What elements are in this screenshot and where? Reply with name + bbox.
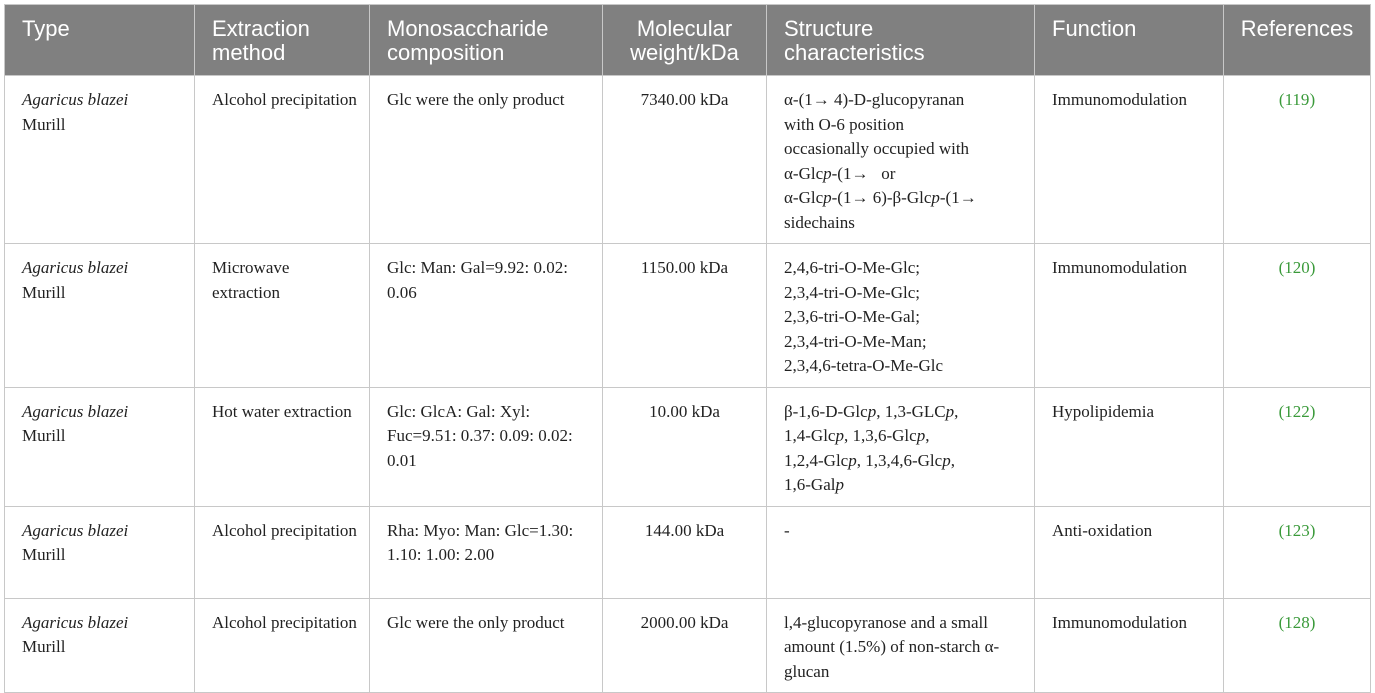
- cell-type: Agaricus blazei Murill: [5, 76, 195, 244]
- header-molecular-weight: Molecular weight/kDa: [603, 5, 767, 76]
- cell-reference: (120): [1224, 244, 1371, 388]
- cell-mw: 1150.00 kDa: [603, 244, 767, 388]
- cell-reference: (123): [1224, 506, 1371, 598]
- cell-mw: 10.00 kDa: [603, 387, 767, 506]
- cell-function: Hypolipidemia: [1035, 387, 1224, 506]
- cell-mono: Glc: Man: Gal=9.92: 0.02: 0.06: [370, 244, 603, 388]
- cell-function: Immunomodulation: [1035, 76, 1224, 244]
- reference-link[interactable]: 128: [1284, 612, 1310, 632]
- table-row: [5, 244, 1371, 388]
- cell-mono: Glc were the only product: [370, 598, 603, 693]
- cell-reference: (128): [1224, 598, 1371, 693]
- cell-function: Immunomodulation: [1035, 244, 1224, 388]
- cell-mw: 144.00 kDa: [603, 506, 767, 598]
- table-row: [5, 506, 1371, 598]
- cell-reference: (119): [1224, 76, 1371, 244]
- cell-function: Immunomodulation: [1035, 598, 1224, 693]
- polysaccharide-table: [4, 4, 1371, 693]
- header-extraction-method: Extraction method: [195, 5, 370, 76]
- table-row: [5, 387, 1371, 506]
- cell-structure: β-1,6-D-Glcp, 1,3-GLCp, 1,4-Glcp, 1,3,6-Glcp, 1,2,4-Glcp, 1,3,4,6-Glcp, 1,6-Galp: [767, 387, 1035, 506]
- cell-mw: 7340.00 kDa: [603, 76, 767, 244]
- cell-method: Alcohol precipitation: [195, 76, 370, 244]
- cell-structure: -: [767, 506, 1035, 598]
- table-row: [5, 598, 1371, 693]
- reference-link[interactable]: 122: [1284, 401, 1310, 421]
- header-function: Function: [1035, 5, 1224, 76]
- cell-mono: Glc were the only product: [370, 76, 603, 244]
- reference-link[interactable]: 119: [1284, 90, 1310, 109]
- cell-type: Agaricus blazei Murill: [5, 387, 195, 506]
- cell-method: Alcohol precipitation: [195, 598, 370, 693]
- cell-mono: Glc: GlcA: Gal: Xyl: Fuc=9.51: 0.37: 0.09: 0.02: 0.01: [370, 387, 603, 506]
- header-row: [5, 5, 1371, 76]
- cell-structure: α-(1→ 4)-D-glucopyranan with O-6 position occasionally occupied with α-Glcp-(1→ or α-Glcp-(1→ 6)-β-Glcp-(1→ sidechains: [767, 76, 1035, 244]
- header-references: References: [1224, 5, 1371, 76]
- cell-mono: Rha: Myo: Man: Glc=1.30: 1.10: 1.00: 2.00: [370, 506, 603, 598]
- cell-structure: 2,4,6-tri-O-Me-Glc; 2,3,4-tri-O-Me-Glc; 2,3,6-tri-O-Me-Gal; 2,3,4-tri-O-Me-Man; 2,3,4,6-tetra-O-Me-Glc: [767, 244, 1035, 388]
- header-monosaccharide-composition: Monosaccharide composition: [370, 5, 603, 76]
- cell-type: Agaricus blazei Murill: [5, 598, 195, 693]
- header-type: Type: [5, 5, 195, 76]
- cell-method: Hot water extraction: [195, 387, 370, 506]
- cell-reference: (122): [1224, 387, 1371, 506]
- cell-method: Microwave extraction: [195, 244, 370, 388]
- cell-method: Alcohol precipitation: [195, 506, 370, 598]
- cell-type: Agaricus blazei Murill: [5, 506, 195, 598]
- cell-function: Anti-oxidation: [1035, 506, 1224, 598]
- reference-link[interactable]: 120: [1284, 258, 1310, 277]
- cell-type: Agaricus blazei Murill: [5, 244, 195, 388]
- table-row: [5, 76, 1371, 244]
- reference-link[interactable]: 123: [1284, 520, 1310, 540]
- cell-structure: l,4-glucopyranose and a small amount (1.5%) of non-starch α-glucan: [767, 598, 1035, 693]
- cell-mw: 2000.00 kDa: [603, 598, 767, 693]
- header-structure-characteristics: Structure characteristics: [767, 5, 1035, 76]
